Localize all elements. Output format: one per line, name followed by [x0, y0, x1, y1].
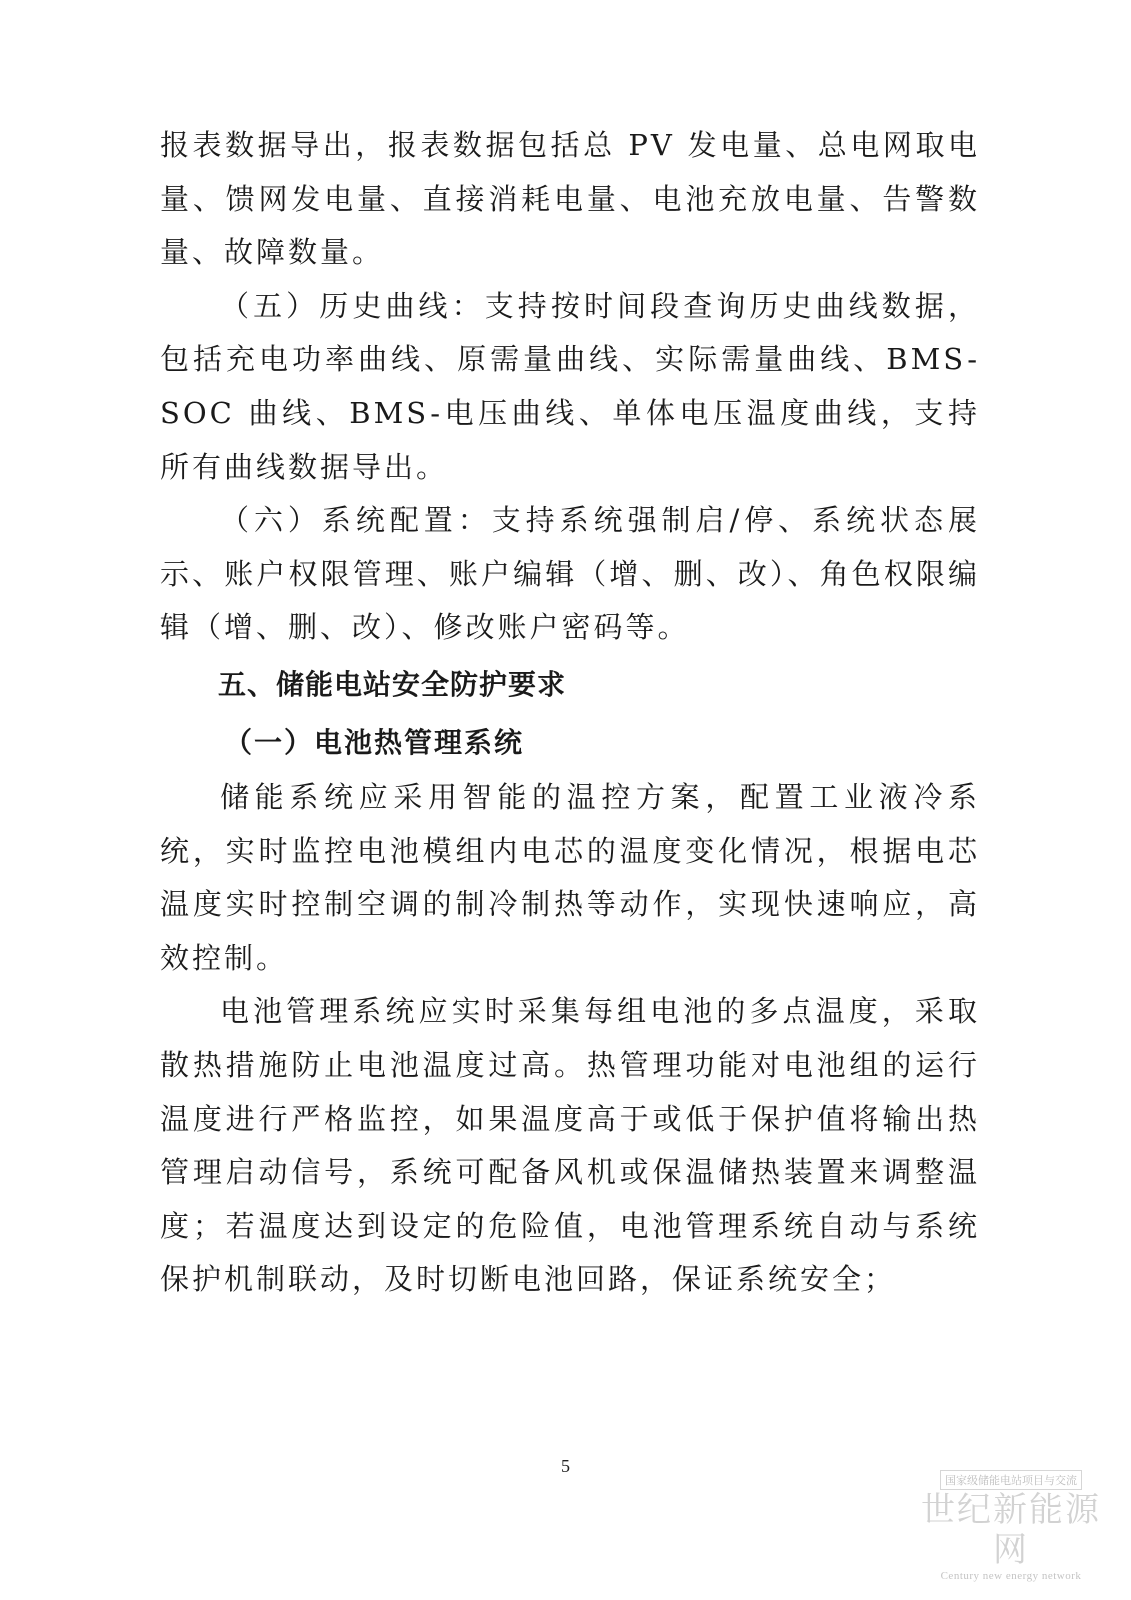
paragraph-thermal-control: 储能系统应采用智能的温控方案，配置工业液冷系统，实时监控电池模组内电芯的温度变化情况，根据电芯温度实时控制空调的制冷制热等动作，实现快速响应，高效控制。: [160, 779, 980, 975]
section-heading: 五、储能电站安全防护要求: [218, 667, 567, 701]
paragraph-bms-temperature: 电池管理系统应实时采集每组电池的多点温度，采取散热措施防止电池温度过高。热管理功能对电池组的运行温度进行严格监控，如果温度高于或低于保护值将输出热管理启动信号，系统可配备风机或保温储热装置来调整温度；若温度达到设定的危险值，电池管理系统自动与系统保护机制联动，及时切断电池回路，保证系统安全；: [160, 994, 980, 1297]
watermark-tagline: 国家级储能电站项目与交流: [940, 1470, 1082, 1490]
page-number: 5: [561, 1456, 570, 1476]
watermark-logo: [921, 1469, 1101, 1582]
paragraph-system-config: （六）系统配置：支持系统强制启/停、系统状态展示、账户权限管理、账户编辑（增、删、改）、角色权限编辑（增、删、改）、修改账户密码等。: [160, 503, 980, 645]
subsection-heading: （一）电池热管理系统: [224, 725, 525, 759]
paragraph-report-export: 报表数据导出，报表数据包括总 PV 发电量、总电网取电量、馈网发电量、直接消耗电量、电池充放电量、告警数量、故障数量。: [160, 128, 980, 270]
document-body: [160, 119, 980, 1307]
watermark-title: 世纪新能源网: [921, 1490, 1101, 1570]
paragraph-history-curves: （五）历史曲线：支持按时间段查询历史曲线数据，包括充电功率曲线、原需量曲线、实际需量曲线、BMS-SOC 曲线、BMS-电压曲线、单体电压温度曲线，支持所有曲线数据导出。: [160, 288, 980, 484]
watermark-subtitle: Century new energy network: [940, 1570, 1082, 1582]
